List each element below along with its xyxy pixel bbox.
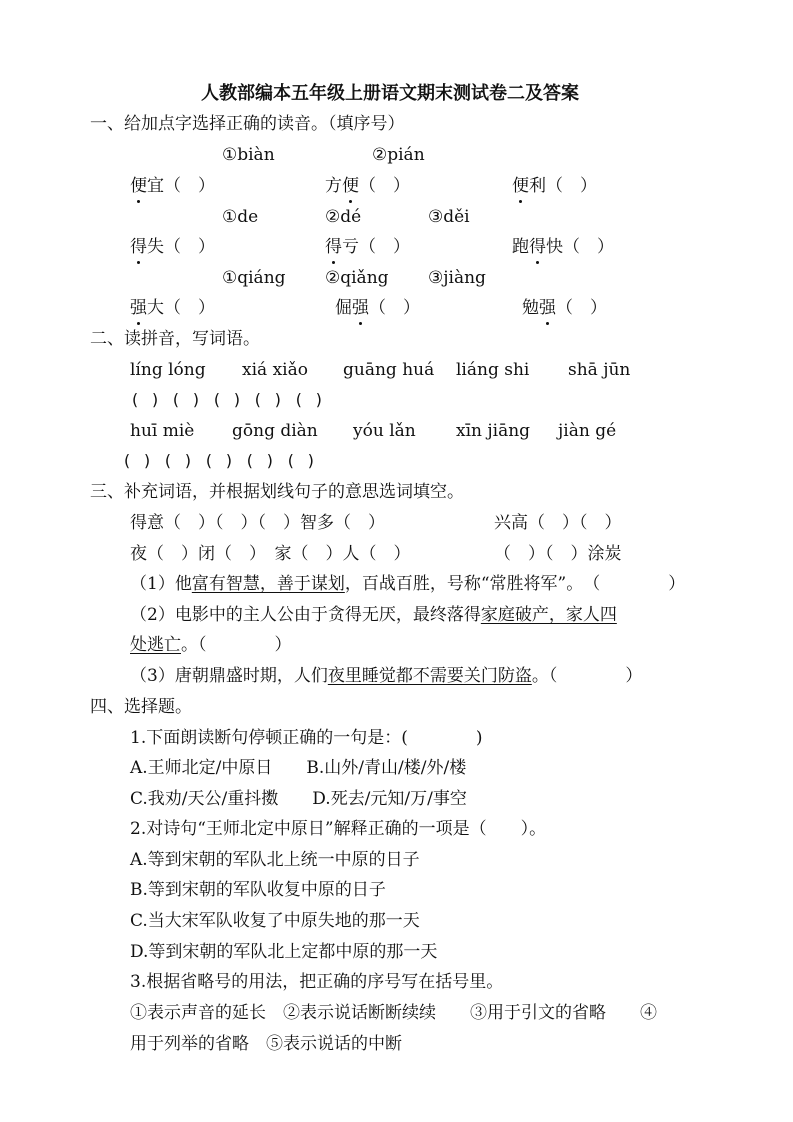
sentence-2-cont: 处逃亡。（ ） [130, 635, 292, 655]
dotted-char: 得 [130, 237, 147, 257]
pinyin-6: huī miè [130, 421, 195, 441]
dotted-char: 强 [130, 298, 147, 318]
underlined-phrase: 家庭破产，家人四 [480, 605, 617, 625]
q1-g2-word3: 跑得快（ ） [512, 237, 614, 257]
q4-line: D.等到宋朝的军队北上定都中原的那一天 [130, 942, 438, 962]
idiom-row1-b: 兴高（ ）（ ） [494, 513, 622, 533]
q1-g2-word1: 得失（ ） [130, 237, 215, 257]
pinyin-1: líng lóng [130, 360, 206, 380]
q1-g3-word2: 倔强（ ） [335, 298, 420, 318]
q4-line: 1.下面朗读断句停顿正确的一句是：( ) [130, 728, 483, 748]
q1-g3-word3: 勉强（ ） [522, 298, 607, 318]
q4-heading: 四、选择题。 [90, 697, 192, 717]
q1-g3-opt1: ①qiáng [222, 268, 286, 288]
sentence-1: （1）他富有智慧，善于谋划，百战百胜，号称“常胜将军”。 （ ） [130, 574, 686, 594]
dotted-char: 得 [325, 237, 342, 257]
q1-g1-opt2: ②pián [372, 145, 425, 165]
underlined-phrase: 富有智慧，善于谋划 [191, 574, 345, 594]
pinyin-2: xiá xiǎo [242, 360, 308, 380]
q1-g1-opt1: ①biàn [222, 145, 275, 165]
idiom-row2-a: 夜（ ）闭（ ） 家（ ）人（ ） [130, 544, 411, 564]
q1-g2-opt3: ③děi [428, 207, 470, 227]
q4-line: A.王师北定/中原日 B.山外/青山/楼/外/楼 [130, 758, 467, 778]
dotted-char: 强 [539, 298, 556, 318]
q4-line: C.当大宋军队收复了中原失地的那一天 [130, 911, 420, 931]
q4-line: B.等到宋朝的军队收复中原的日子 [130, 880, 386, 900]
dotted-char: 便 [342, 176, 359, 196]
pinyin-9: xīn jiāng [456, 421, 531, 441]
underlined-phrase: 夜里睡觉都不需要关门防盗 [327, 666, 532, 686]
q3-heading: 三、补充词语，并根据划线句子的意思选词填空。 [90, 482, 464, 502]
q1-g1-word3: 便利（ ） [512, 176, 597, 196]
pinyin-7: gōng diàn [232, 421, 318, 441]
q1-g3-opt3: ③jiàng [428, 268, 486, 288]
q1-g2-opt2: ②dé [325, 207, 362, 227]
pinyin-5: shā jūn [568, 360, 631, 380]
q4-line: A.等到宋朝的军队北上统一中原的日子 [130, 850, 420, 870]
idiom-row1-a: 得意（ ）（ ）（ ）智多（ ） [130, 513, 385, 533]
q1-heading: 一、给加点字选择正确的读音。（填序号） [90, 114, 405, 134]
dotted-char: 便 [512, 176, 529, 196]
q4-line: C.我劝/天公/重抖擞 D.死去/元知/万/事空 [130, 789, 467, 809]
dotted-char: 强 [352, 298, 369, 318]
q1-g1-word1: 便宜（ ） [130, 176, 215, 196]
pinyin-3: guāng huá [343, 360, 435, 380]
ellipsis-options-2: 用于列举的省略 ⑤表示说话的中断 [130, 1034, 402, 1054]
q1-g2-word2: 得亏（ ） [325, 237, 410, 257]
answer-brackets-row2: ( ) ( ) ( ) ( ) ( ) [122, 451, 317, 470]
q1-g1-word2: 方便（ ） [325, 176, 410, 196]
pinyin-10: jiàn gé [558, 421, 617, 441]
underlined-phrase: 处逃亡 [130, 635, 181, 655]
sentence-2: （2）电影中的主人公由于贪得无厌，最终落得家庭破产，家人四 [130, 605, 617, 625]
q1-g2-opt1: ①de [222, 207, 259, 227]
q4-line: 3.根据省略号的用法，把正确的序号写在括号里。 [130, 972, 504, 992]
q1-g3-opt2: ②qiǎng [325, 268, 389, 288]
q1-g3-word1: 强大（ ） [130, 298, 215, 318]
page-title: 人教部编本五年级上册语文期末测试卷二及答案 [201, 83, 579, 104]
pinyin-8: yóu lǎn [353, 421, 416, 441]
q4-line: 2.对诗句“王师北定中原日”解释正确的一项是（ ）。 [130, 819, 547, 839]
idiom-row2-b: （ ）（ ）涂炭 [494, 544, 622, 564]
pinyin-4: liáng shi [456, 360, 530, 380]
sentence-3: （3）唐朝鼎盛时期，人们夜里睡觉都不需要关门防盗。（ ） [130, 666, 643, 686]
ellipsis-options-1: ①表示声音的延长 ②表示说话断断续续 ③用于引文的省略 ④ [130, 1003, 657, 1023]
q2-heading: 二、读拼音，写词语。 [90, 329, 260, 349]
answer-brackets-row1: ( ) ( ) ( ) ( ) ( ) [130, 390, 325, 409]
dotted-char: 得 [529, 237, 546, 257]
dotted-char: 便 [130, 176, 147, 196]
